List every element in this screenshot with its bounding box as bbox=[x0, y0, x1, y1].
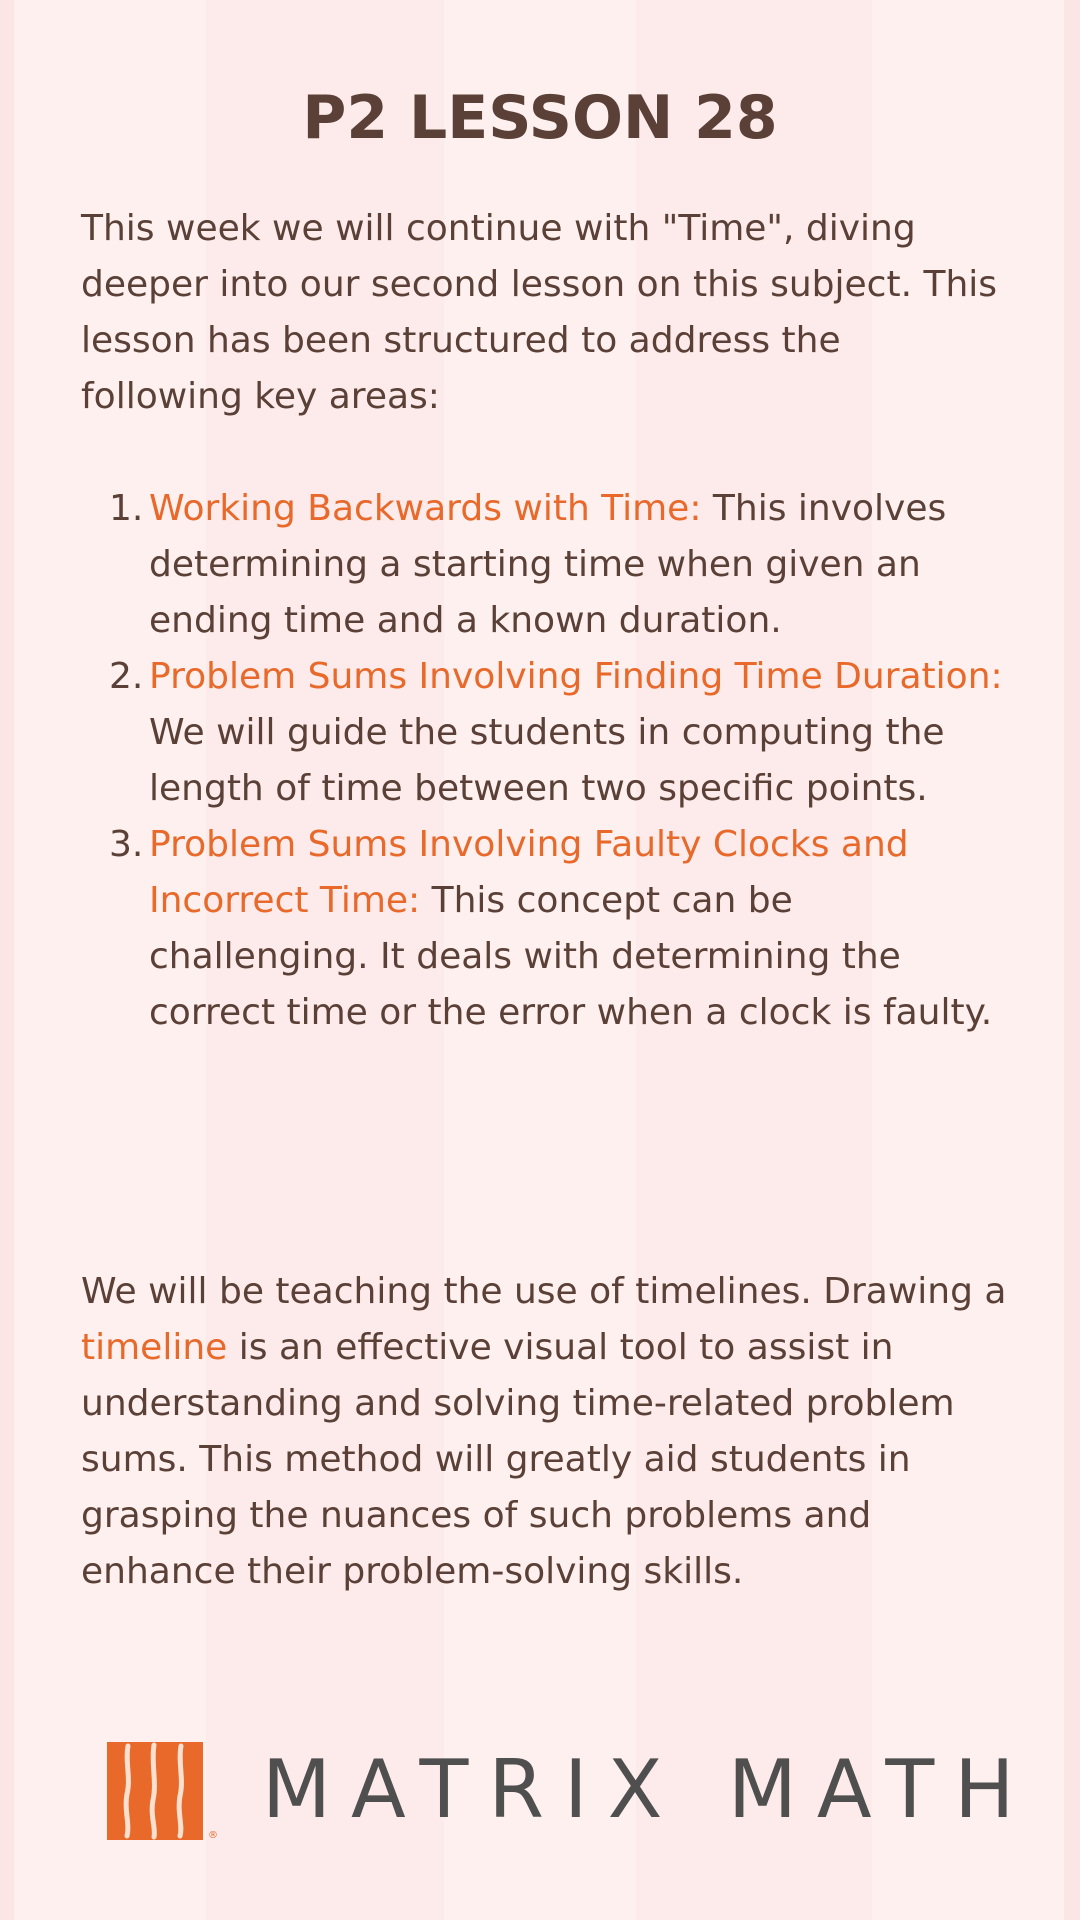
list-item-text: This concept can be challenging. It deals with determining the correct time or the error when a clock is faulty. bbox=[149, 880, 993, 1033]
outro-text-after: is an effective visual tool to assist in understanding and solving time-related problem sums. This method will greatly aid students in grasping the nuances of such problems and enhance their problem-solving skills. bbox=[81, 1327, 955, 1592]
matrix-math-logo-icon bbox=[107, 1742, 203, 1840]
key-areas-list bbox=[81, 481, 1011, 1041]
list-item-number: 1. bbox=[109, 488, 144, 529]
list-item-heading: Problem Sums Involving Faulty Clocks and Incorrect Time: bbox=[149, 824, 909, 921]
list-item-heading: Problem Sums Involving Finding Time Duration: bbox=[149, 656, 1003, 697]
list-item-text: We will guide the students in computing the length of time between two specific points. bbox=[149, 712, 945, 809]
list-item-text: This involves determining a starting time when given an ending time and a known duration. bbox=[149, 488, 947, 641]
list-item bbox=[81, 649, 1011, 817]
timeline-highlight: timeline bbox=[81, 1327, 228, 1368]
list-item-number: 2. bbox=[109, 656, 144, 697]
list-item bbox=[81, 481, 1011, 649]
outro-paragraph bbox=[81, 1264, 1011, 1600]
brand-name: MATRIX MATH bbox=[262, 1743, 1035, 1836]
page-title: P2 LESSON 28 bbox=[302, 83, 778, 153]
outro-text-before: We will be teaching the use of timelines. Drawing a bbox=[81, 1271, 1007, 1312]
intro-paragraph: This week we will continue with "Time", diving deeper into our second lesson on this subject. This lesson has been structured to address the following key areas: bbox=[81, 208, 998, 417]
list-item-heading: Working Backwards with Time: bbox=[149, 488, 702, 529]
registered-mark: ® bbox=[208, 1830, 218, 1841]
list-item-number: 3. bbox=[109, 824, 144, 865]
list-item bbox=[81, 817, 1011, 1041]
